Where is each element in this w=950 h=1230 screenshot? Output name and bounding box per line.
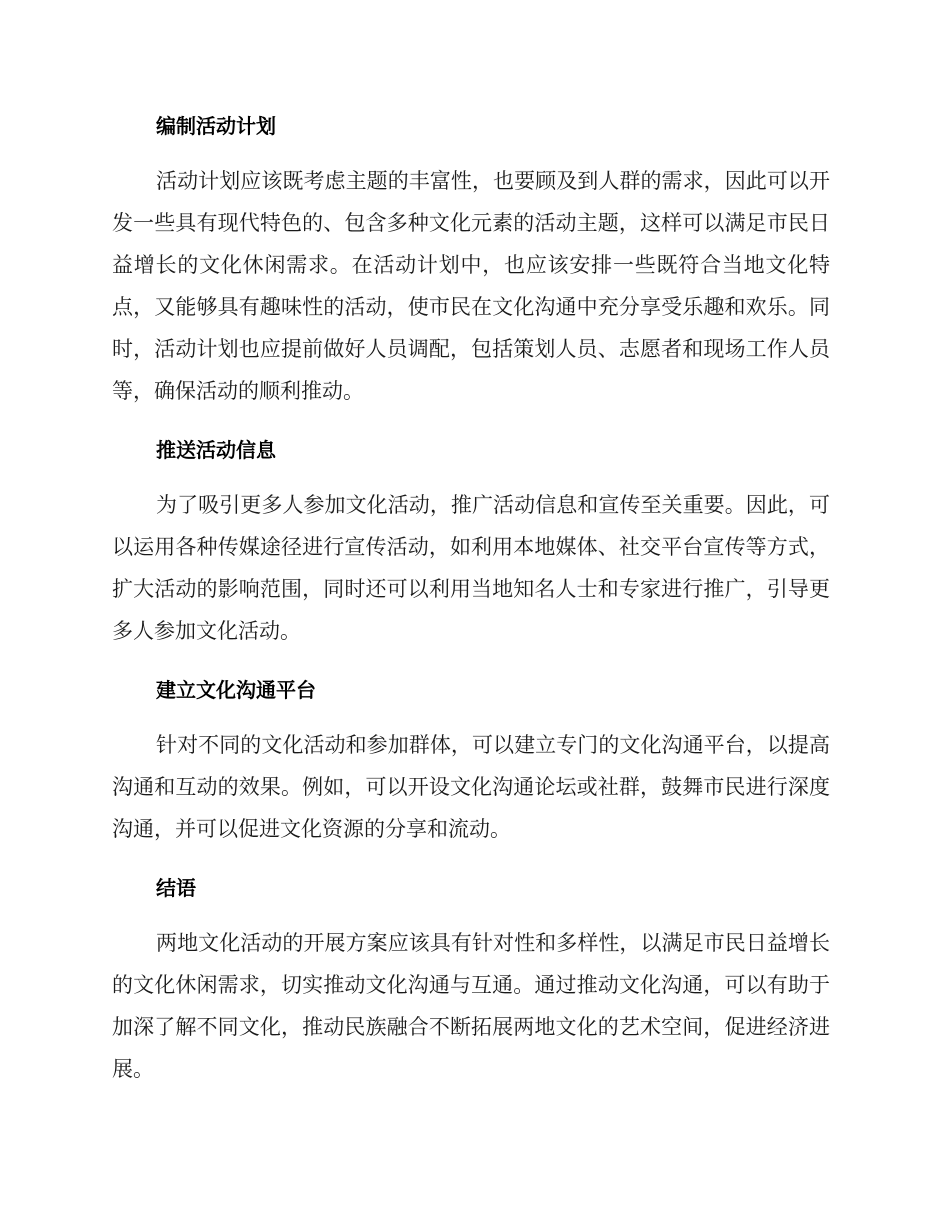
- section-paragraph: 为了吸引更多人参加文化活动，推广活动信息和宣传至关重要。因此，可以运用各种传媒途径进行宣传活动，如利用本地媒体、社交平台宣传等方式，扩大活动的影响范围，同时还可以利用当地知名人士和专家进行推广，引导更多人参加文化活动。: [112, 493, 830, 643]
- section-communication-platform: [112, 670, 830, 850]
- section-activity-plan: [112, 106, 830, 412]
- section-heading: 编制活动计划: [156, 114, 276, 138]
- section-heading: 建立文化沟通平台: [156, 678, 316, 702]
- section-paragraph: 活动计划应该既考虑主题的丰富性，也要顾及到人群的需求，因此可以开发一些具有现代特色的、包含多种文化元素的活动主题，这样可以满足市民日益增长的文化休闲需求。在活动计划中，也应该安排一些既符合当地文化特点，又能够具有趣味性的活动，使市民在文化沟通中充分享受乐趣和欢乐。同时，活动计划也应提前做好人员调配，包括策划人员、志愿者和现场工作人员等，确保活动的顺利推动。: [112, 169, 830, 403]
- section-heading: 推送活动信息: [156, 438, 276, 462]
- section-paragraph: 针对不同的文化活动和参加群体，可以建立专门的文化沟通平台，以提高沟通和互动的效果。例如，可以开设文化沟通论坛或社群，鼓舞市民进行深度沟通，并可以促进文化资源的分享和流动。: [112, 733, 830, 841]
- section-heading: 结语: [156, 876, 196, 900]
- section-conclusion: [112, 868, 830, 1090]
- section-paragraph: 两地文化活动的开展方案应该具有针对性和多样性，以满足市民日益增长的文化休闲需求，切实推动文化沟通与互通。通过推动文化沟通，可以有助于加深了解不同文化，推动民族融合不断拓展两地文化的艺术空间，促进经济进展。: [112, 931, 830, 1081]
- document-body: [112, 106, 830, 1108]
- section-push-info: [112, 430, 830, 652]
